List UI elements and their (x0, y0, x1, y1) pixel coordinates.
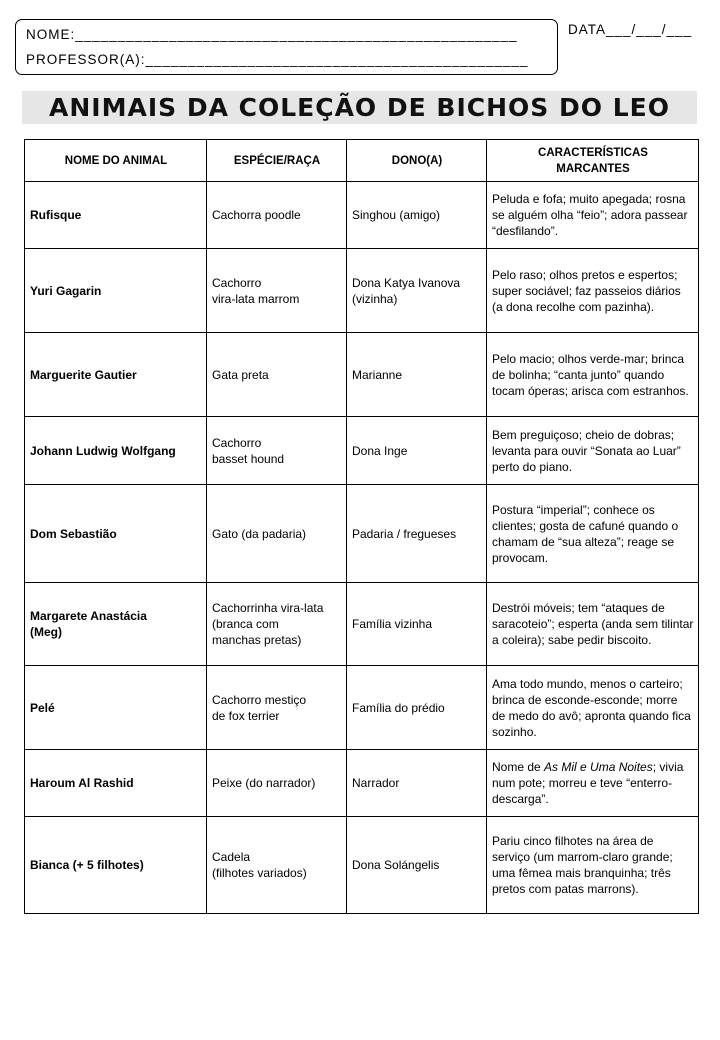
animal-traits: Postura “imperial”; conhece os clientes; gosta de cafuné quando o chamam de “sua alteza”; reage se provocam. (487, 485, 699, 583)
animal-species: Cachorro vira-lata marrom (207, 249, 347, 333)
animal-owner: Marianne (347, 333, 487, 417)
student-info-box (15, 19, 558, 75)
title-bar (22, 91, 697, 124)
animal-name: Dom Sebastião (25, 485, 207, 583)
teacher-field[interactable]: PROFESSOR(A):_____________________________________________ (26, 52, 529, 67)
animal-name: Bianca (+ 5 filhotes) (25, 817, 207, 914)
animal-name: Yuri Gagarin (25, 249, 207, 333)
animal-species: Gato (da padaria) (207, 485, 347, 583)
table-row (25, 249, 699, 333)
animal-name: Haroum Al Rashid (25, 750, 207, 817)
column-header-owner: DONO(A) (347, 140, 487, 182)
table-row (25, 417, 699, 485)
animal-name: Johann Ludwig Wolfgang (25, 417, 207, 485)
animal-owner: Dona Solángelis (347, 817, 487, 914)
column-header-species: ESPÉCIE/RAÇA (207, 140, 347, 182)
animal-owner: Singhou (amigo) (347, 182, 487, 249)
table-row (25, 750, 699, 817)
animal-traits: Peluda e fofa; muito apegada; rosna se alguém olha “feio”; adora passear “desfilando”. (487, 182, 699, 249)
book-title: As Mil e Uma Noites (544, 760, 653, 774)
animal-species: Cachorrinha vira-lata (branca com manchas pretas) (207, 583, 347, 666)
animal-owner: Família do prédio (347, 666, 487, 750)
traits-prefix: Nome de (492, 760, 545, 774)
animal-species: Gata preta (207, 333, 347, 417)
animal-species: Cachorro basset hound (207, 417, 347, 485)
animal-owner: Dona Katya Ivanova (vizinha) (347, 249, 487, 333)
animal-traits: Pelo macio; olhos verde-mar; brinca de bolinha; “canta junto” quando tocam óperas; arisca com estranhos. (487, 333, 699, 417)
animal-traits: Pelo raso; olhos pretos e espertos; super sociável; faz passeios diários (a dona recolhe com pazinha). (487, 249, 699, 333)
column-header-traits: CARACTERÍSTICAS MARCANTES (487, 140, 699, 182)
animal-traits: Bem preguiçoso; cheio de dobras; levanta para ouvir “Sonata ao Luar” perto do piano. (487, 417, 699, 485)
table-row (25, 485, 699, 583)
animal-owner: Padaria / fregueses (347, 485, 487, 583)
animal-species: Cachorro mestiço de fox terrier (207, 666, 347, 750)
date-field[interactable]: DATA___/___/___ (568, 22, 693, 37)
animal-species: Cadela (filhotes variados) (207, 817, 347, 914)
animal-owner: Narrador (347, 750, 487, 817)
animal-name: Margarete Anastácia (Meg) (25, 583, 207, 666)
animal-traits (487, 750, 699, 817)
animal-traits: Pariu cinco filhotes na área de serviço (um marrom-claro grande; uma fêmea mais branquinha; três pretos com patas marrons). (487, 817, 699, 914)
table-row (25, 817, 699, 914)
animal-traits: Destrói móveis; tem “ataques de saracoteio”; esperta (anda sem tilintar a coleira); sabe pedir biscoito. (487, 583, 699, 666)
table-row (25, 333, 699, 417)
animal-species: Peixe (do narrador) (207, 750, 347, 817)
table-row (25, 182, 699, 249)
animal-name: Rufisque (25, 182, 207, 249)
animal-species: Cachorra poodle (207, 182, 347, 249)
animal-owner: Família vizinha (347, 583, 487, 666)
page-title: ANIMAIS DA COLEÇÃO DE BICHOS DO LEO (49, 93, 670, 122)
animal-name: Pelé (25, 666, 207, 750)
animal-traits: Ama todo mundo, menos o carteiro; brinca de esconde-esconde; morre de medo do avô; apronta quando fica sozinho. (487, 666, 699, 750)
table-row (25, 666, 699, 750)
animal-name: Marguerite Gautier (25, 333, 207, 417)
column-header-name: NOME DO ANIMAL (25, 140, 207, 182)
table-header-row (25, 140, 699, 182)
animals-table (24, 139, 699, 914)
traits-suffix: ; vivia num pote; morreu e teve “enterro-descarga”. (492, 760, 684, 806)
table-row (25, 583, 699, 666)
name-field[interactable]: NOME:____________________________________________________ (26, 27, 518, 42)
animal-owner: Dona Inge (347, 417, 487, 485)
